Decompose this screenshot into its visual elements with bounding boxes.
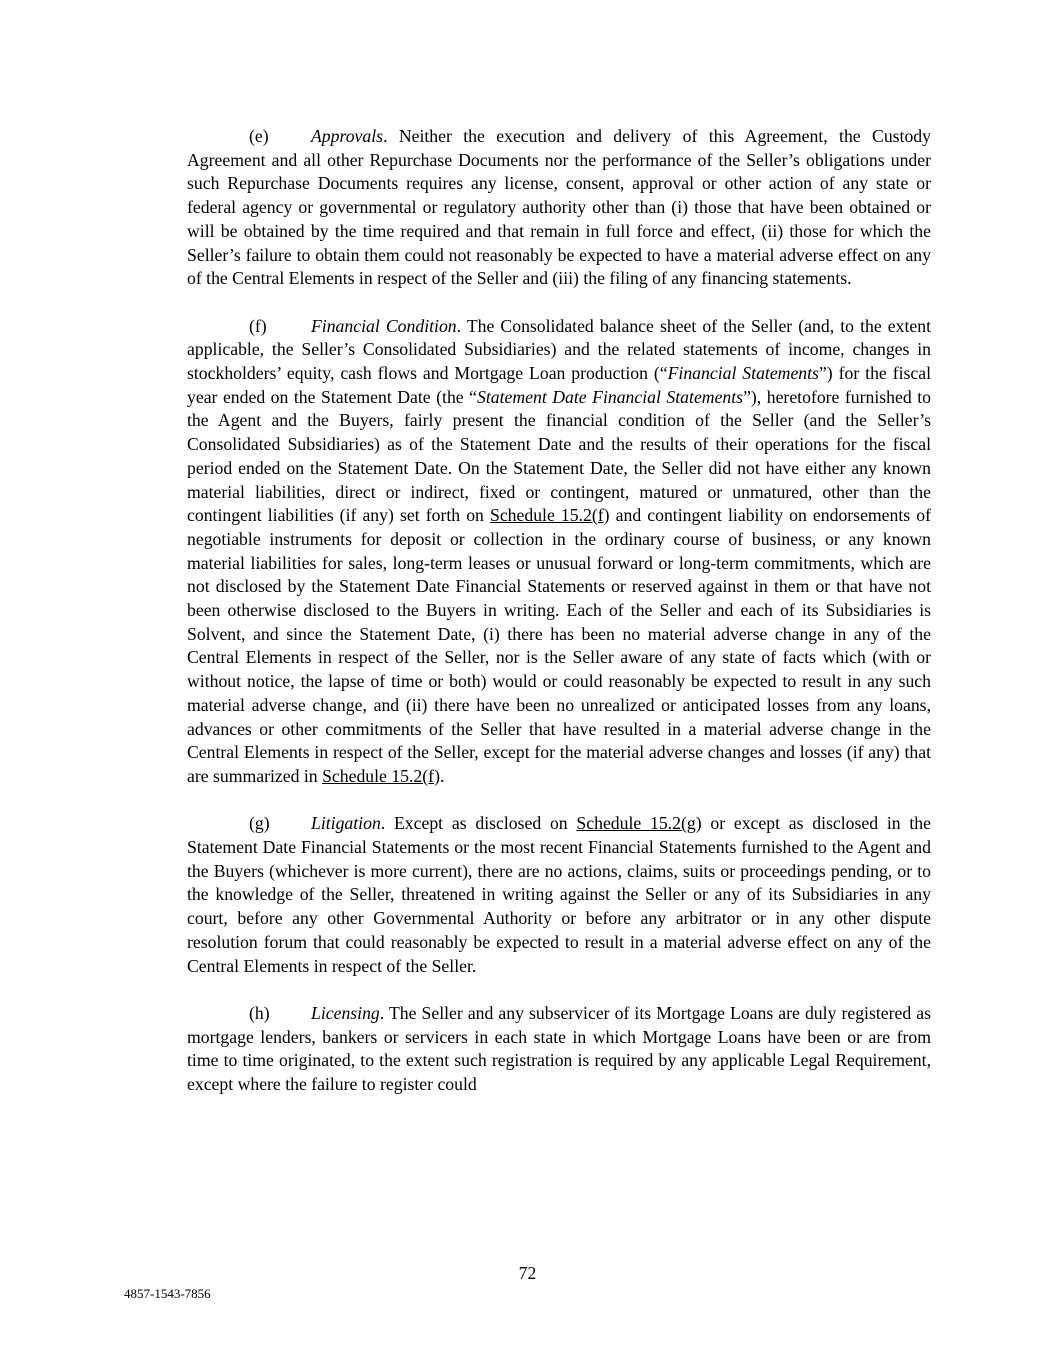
document-id: 4857-1543-7856 bbox=[124, 1286, 211, 1301]
paragraph-text: ”), heretofore furnished to the Agent and the Buyers, fairly present the financial condition of the Seller (and the Seller’s Consolidated Subsidiaries) as of the Statement Date and the results of their operations for the fiscal period ended on the Statement Date. On the Statement Date, the Seller did not have either any known material liabilities, direct or indirect, fixed or contingent, matured or unmatured, other than the contingent liabilities (if any) set forth on bbox=[187, 386, 931, 526]
defined-term: Financial Statements bbox=[667, 363, 819, 384]
paragraph-text: ). bbox=[434, 765, 445, 786]
paragraph-financial-condition bbox=[187, 315, 931, 789]
defined-term: Statement Date Financial Statements bbox=[477, 386, 744, 407]
page-number: 72 bbox=[518, 1263, 537, 1283]
paragraph-text: . Except as disclosed on bbox=[380, 813, 577, 834]
paragraph-text: . The Seller and any subservicer of its Mortgage Loans are duly registered as mortgage lenders, bankers or servicers in each state in which Mortgage Loans have been or are from time to time originated, to the extent such registration is required by any applicable Legal Requirement, except where the failure to register could bbox=[187, 1002, 931, 1095]
paragraph-text: ) or except as disclosed in the Statement Date Financial Statements or the most recent Financial Statements furnished to the Agent and the Buyers (whichever is more current), there are no actions, claims, suits or proceedings pending, or to the knowledge of the Seller, threatened in writing against the Seller or any of its Subsidiaries in any court, before any other Governmental Authority or before any arbitrator or in any other dispute resolution forum that could reasonably be expected to result in a material adverse effect on any of the Central Elements in respect of the Seller. bbox=[187, 813, 931, 976]
paragraph-litigation bbox=[187, 812, 931, 978]
schedule-reference: Schedule 15.2(f bbox=[489, 505, 604, 526]
schedule-reference: Schedule 15.2(f bbox=[322, 765, 435, 786]
paragraph-title: Financial Condition bbox=[311, 315, 457, 336]
schedule-reference: Schedule 15.2(g bbox=[576, 813, 696, 834]
paragraph-approvals bbox=[187, 125, 931, 291]
document-body bbox=[187, 125, 931, 1120]
paragraph-text: ”) for the fiscal year ended on the Statement Date (the “ bbox=[187, 363, 932, 407]
paragraph-title: Licensing bbox=[311, 1002, 380, 1023]
paragraph-licensing bbox=[187, 1002, 931, 1097]
paragraph-label: (g) bbox=[249, 813, 270, 834]
paragraph-label: (e) bbox=[249, 126, 269, 146]
paragraph-title: Litigation bbox=[311, 813, 381, 834]
paragraph-label: (h) bbox=[249, 1002, 270, 1023]
paragraph-label: (f) bbox=[249, 315, 267, 336]
paragraph-text: . The Consolidated balance sheet of the Seller (and, to the extent applicable, the Seller’s Consolidated Subsidiaries) and the related statements of income, changes in stockholders’ equity, cash flows and Mortgage Loan production (“ bbox=[187, 315, 932, 384]
paragraph-title: Approvals bbox=[311, 126, 384, 146]
paragraph-text: ) and contingent liability on endorsements of negotiable instruments for deposit or collection in the ordinary course of business, or any known material liabilities for sales, long-term leases or unusual forward or long-term commitments, which are not disclosed by the Statement Date Financial Statements or reserved against in them or that have not been otherwise disclosed to the Buyers in writing. Each of the Seller and each of its Subsidiaries is Solvent, and since the Statement Date, (i) there has been no material adverse change in any of the Central Elements in respect of the Seller, nor is the Seller aware of any state of facts which (with or without notice, the lapse of time or both) would or could reasonably be expected to result in any such material adverse change, and (ii) there have been no unrealized or anticipated losses from any loans, advances or other commitments of the Seller that have resulted in a material adverse change in the Central Elements in respect of the Seller, except for the material adverse changes and losses (if any) that are summarized in bbox=[187, 505, 931, 786]
paragraph-text: . Neither the execution and delivery of this Agreement, the Custody Agreement and all other Repurchase Documents nor the performance of the Seller’s obligations under such Repurchase Documents requires any license, consent, approval or other action of any state or federal agency or governmental or regulatory authority other than (i) those that have been obtained or will be obtained by the time required and that remain in full force and effect, (ii) those for which the Seller’s failure to obtain them could not reasonably be expected to have a material adverse effect on any of the Central Elements in respect of the Seller and (iii) the filing of any financing statements. bbox=[187, 126, 931, 289]
